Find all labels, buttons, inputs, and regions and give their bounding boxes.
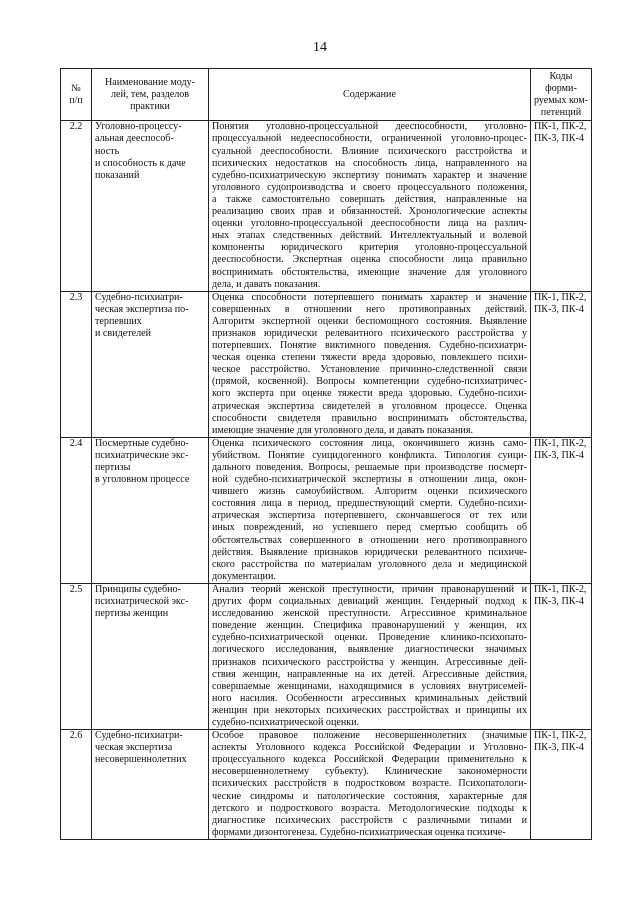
row-title-line: и свидетелей — [95, 327, 151, 339]
row-title-line: ческая экспертиза по- — [95, 303, 189, 315]
row-number: 2.2 — [61, 121, 92, 291]
row-content-line: несовершеннолетнему субъекту). Клинические закономерности — [212, 766, 527, 778]
row-code-line: ПК-1, ПК-2, — [534, 121, 587, 133]
row-code-line: ПК-3, ПК-4 — [534, 133, 584, 145]
row-title-line: несовершеннолетних — [95, 754, 187, 766]
row-content-line: чившего жизнь самоубийством. Алгоритм оценки психического — [212, 486, 527, 498]
row-content-line: способности свидетеля правильно воспринимать обстоятельства, — [212, 412, 527, 424]
row-title-line: пертизы — [95, 462, 131, 473]
row-content-line: исследованию женской преступности. Агрессивное криминальное — [212, 608, 527, 620]
row-title-line: и способность к даче — [95, 157, 186, 169]
table-row — [61, 437, 592, 583]
row-code-line: ПК-1, ПК-2, — [534, 730, 587, 742]
row-title-line: Посмертные судебно- — [95, 437, 189, 449]
row-title — [92, 583, 209, 729]
row-content-line: уголовного судопроизводства и своего процессуального положения, — [212, 181, 527, 193]
row-title-line: психиатрические экс- — [95, 449, 189, 461]
row-content-line: ной судебно-психиатрической экспертизы в отношении лица, окон- — [212, 474, 527, 486]
row-title-line: Принципы судебно- — [95, 583, 181, 595]
row-content-line: ческие синдромы и патологические состояния, характерные для — [212, 790, 527, 802]
table-header-row — [61, 69, 592, 121]
row-content-line: Алгоритм экспертной оценки беспомощного состояния. Выявление — [212, 315, 527, 327]
curriculum-table — [60, 68, 592, 840]
row-content-line: процессуальной недееспособности, ограниченной уголовно-процес- — [212, 133, 527, 145]
row-code-line: ПК-3, ПК-4 — [534, 742, 584, 754]
header-codes: Коды форми- руемых ком- петенций — [531, 69, 592, 121]
row-content-line: атрическая экспертиза свидетелей в уголовном процессе. Оценка — [212, 400, 527, 412]
row-content-line: поведение женщин. Специфика правонарушений у женщин, их — [212, 620, 527, 632]
row-codes — [531, 583, 592, 729]
row-content-line: состояния лица в период, предшествующий смерти. Судебно-психи- — [212, 498, 527, 510]
row-content — [209, 583, 531, 729]
row-content-line: кого эксперта при оценке тяжести вреда здоровью. Судебно-психи- — [212, 388, 527, 400]
row-number: 2.4 — [61, 437, 92, 583]
row-content-line: Оценка психического состояния лица, окончившего жизнь само- — [212, 437, 527, 449]
row-codes — [531, 730, 592, 840]
row-code-line: ПК-3, ПК-4 — [534, 596, 584, 608]
row-content-line: действия. Выявление признаков юридически релевантного психиче- — [212, 546, 527, 558]
row-content-line: дееспособности. Экспертная оценка способности лица правильно — [212, 254, 527, 266]
row-content-line: женщин при некоторых психических расстройствах и принципы их — [212, 704, 527, 716]
row-content-line: признаков психического расстройства у женщин. Агрессивные дей- — [212, 656, 527, 668]
row-code-line: ПК-1, ПК-2, — [534, 291, 587, 303]
row-content — [209, 291, 531, 437]
row-title-line: ческая экспертиза — [95, 742, 173, 754]
row-content-line: потерпевших. Понятие виктимного поведения. Судебно-психиатри- — [212, 340, 527, 352]
header-content: Содержание — [209, 69, 531, 121]
row-content-line: суальной дееспособности. Влияние психического расстройства и — [212, 145, 527, 157]
row-content-line: ствия женщин, направленные на их детей. Агрессивные действия, — [212, 668, 527, 680]
row-content-line: Особое правовое положение несовершеннолетних (значимые — [212, 730, 527, 742]
row-title-line: Уголовно-процессу- — [95, 121, 182, 133]
row-content-line: ческая оценка степени тяжести вреда здоровью, повлекшего психи- — [212, 352, 527, 364]
row-content-line: аспекты Уголовного кодекса Российской Федерации и Уголовно- — [212, 742, 527, 754]
row-title-line: показаний — [95, 169, 140, 181]
row-content-line: ского расстройства по материалам уголовного дела и медицинской — [212, 558, 527, 570]
row-content-line: воспринимать обстоятельства, имеющие значение для уголовного — [212, 266, 527, 278]
row-content-line: признаков юридически релевантного психического расстройства у — [212, 327, 527, 339]
row-title-line: Судебно-психиатри- — [95, 730, 183, 742]
row-code-line: ПК-3, ПК-4 — [534, 449, 584, 461]
row-content-line: дела, и давать показания. — [212, 278, 321, 290]
row-content-line: логического исследования, выявление диагностически значимых — [212, 644, 527, 656]
row-content-line: иных повреждений, но успевшего перед смертью сообщить об — [212, 522, 527, 534]
row-title — [92, 437, 209, 583]
row-content-line: убийством. Понятие суицидогенного конфликта. Типология суици- — [212, 449, 527, 461]
row-content-line: процессуального кодекса Российской Федерации применительно к — [212, 754, 527, 766]
row-content — [209, 437, 531, 583]
row-content-line: Анализ теорий женской преступности, причин правонарушений и — [212, 583, 527, 595]
row-code-line: ПК-3, ПК-4 — [534, 303, 584, 315]
header-num: № п/п — [61, 69, 92, 121]
header-name: Наименование моду- лей, тем, разделов практики — [92, 69, 209, 121]
row-codes — [531, 121, 592, 291]
row-content-line: судебно-психиатрической оценки. Проведение клинико-психопато- — [212, 632, 527, 644]
row-title — [92, 291, 209, 437]
row-content-line: психических расстройств в подростковом возрасте. Психопатологи- — [212, 778, 527, 790]
row-codes — [531, 437, 592, 583]
row-content-line: атрическая экспертиза потерпевшего, скончавшегося от тех или — [212, 510, 527, 522]
row-title-line: терпевших — [95, 315, 142, 327]
row-title-line: пертизы женщин — [95, 608, 169, 620]
row-content-line: реализацию своих прав и обязанностей. Хронологические аспекты — [212, 206, 527, 218]
row-content-line: имеющие значение для уголовного дела, и давать показания. — [212, 424, 473, 436]
row-content-line: компоненты юридического критерия уголовно-процессуальной — [212, 242, 527, 254]
row-content — [209, 121, 531, 291]
row-title — [92, 730, 209, 840]
row-content-line: совершаемые женщинами, находящимися в условиях внутрисемей- — [212, 680, 527, 692]
table-row — [61, 583, 592, 729]
row-content-line: ческое расстройство. Установление причинно-следственной связи — [212, 364, 527, 376]
row-title-line: ность — [95, 145, 120, 157]
row-content-line: а также самостоятельно совершать действия, направленные на — [212, 193, 527, 205]
page-number: 14 — [313, 40, 327, 55]
row-code-line: ПК-1, ПК-2, — [534, 583, 587, 595]
row-code-line: ПК-1, ПК-2, — [534, 437, 587, 449]
row-title-line: Судебно-психиатри- — [95, 291, 183, 303]
row-content-line: документации. — [212, 570, 276, 582]
row-content-line: ных этапах следственных действий. Интеллектуальный и волевой — [212, 230, 527, 242]
row-content-line: формами дизонтогенеза. Судебно-психиатрическая оценка психиче- — [212, 826, 506, 838]
row-content-line: диагностике психических расстройств с различными типами и — [212, 814, 527, 826]
row-content-line: дального поведения. Вопросы, решаемые при производстве посмерт- — [212, 462, 527, 473]
row-content-line: Оценка способности потерпевшего понимать характер и значение — [212, 291, 527, 303]
row-content-line: обстоятельствах совершенного в отношении него противоправного — [212, 534, 527, 546]
row-title-line: альная дееспособ- — [95, 133, 174, 145]
row-content-line: судебно-психиатрической оценки. — [212, 716, 360, 728]
row-codes — [531, 291, 592, 437]
row-number: 2.6 — [61, 730, 92, 840]
row-title-line: психиатрической экс- — [95, 596, 189, 608]
row-content-line: судебно-психиатрическую экспертизу понимать характер и значение — [212, 169, 527, 181]
table-row — [61, 121, 592, 291]
row-content-line: психических недостатков на способность лица, направленного на — [212, 157, 527, 169]
row-content-line: ного насилия. Особенности агрессивных криминальных действий — [212, 692, 527, 704]
row-content-line: оценки уголовно-процессуальной дееспособности лица на различ- — [212, 218, 527, 230]
row-content-line: детского и подросткового возраста. Методологические подходы к — [212, 802, 527, 814]
table-row — [61, 291, 592, 437]
row-content-line: совершенных в отношении него противоправных действий. — [212, 303, 527, 315]
row-content — [209, 730, 531, 840]
row-title — [92, 121, 209, 291]
row-content-line: Понятия уголовно-процессуальной дееспособности, уголовно- — [212, 121, 527, 133]
row-number: 2.5 — [61, 583, 92, 729]
row-content-line: (прямой, косвенной). Вопросы компетенции судебно-психиатричес- — [212, 376, 527, 388]
row-content-line: других форм социальных девиаций женщин. Гендерный подход к — [212, 596, 527, 608]
row-title-line: в уголовном процессе — [95, 474, 190, 486]
row-number: 2.3 — [61, 291, 92, 437]
table-row — [61, 730, 592, 840]
